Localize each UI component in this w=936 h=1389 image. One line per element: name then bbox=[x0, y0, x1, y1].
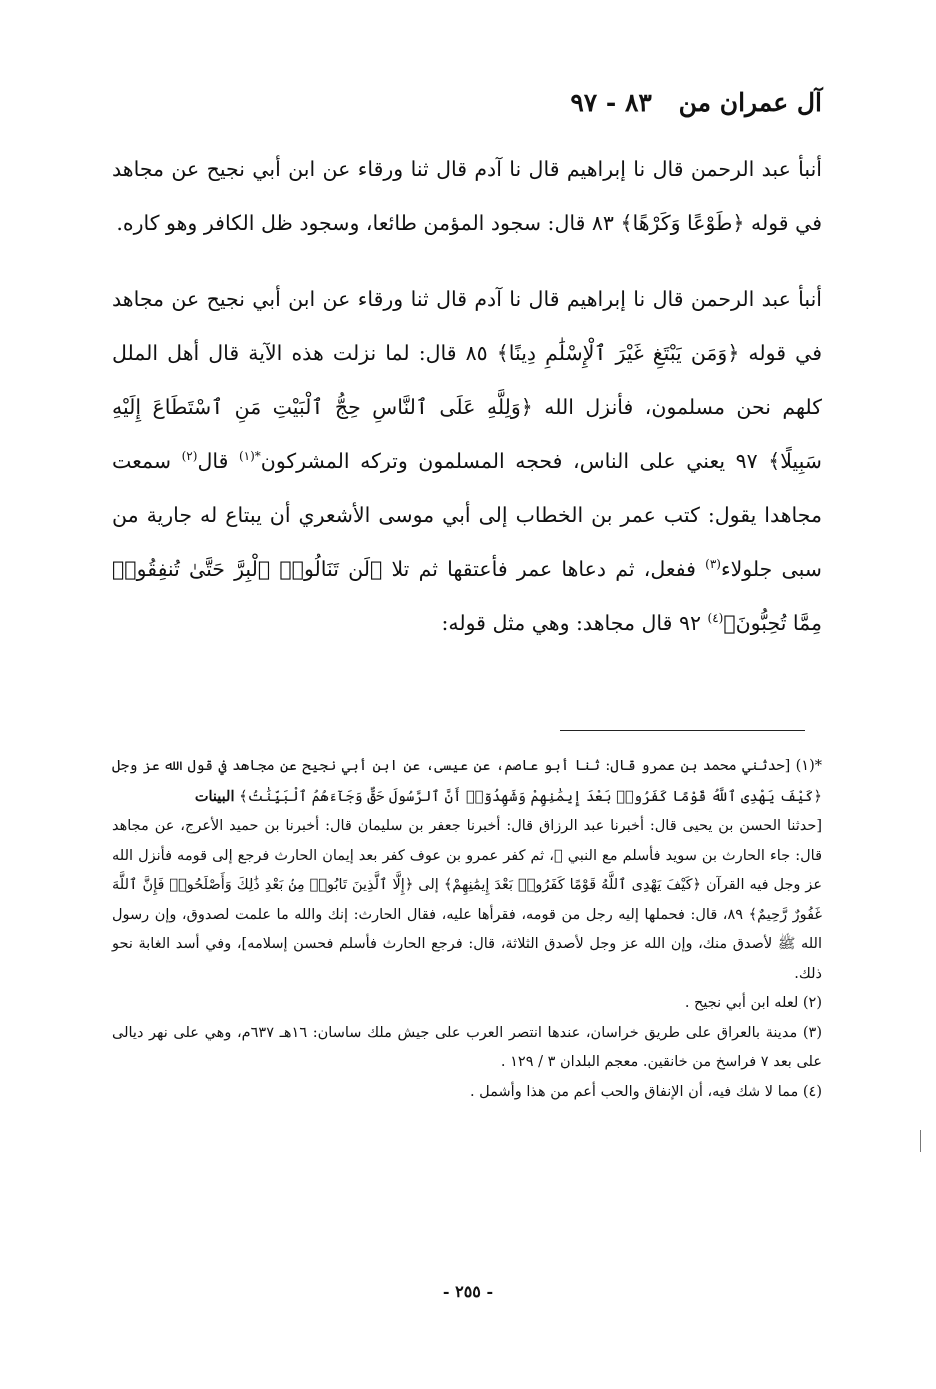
paragraph-text: ٨٣ قال: سجود المؤمن طائعا، وسجود ظل الكافر وهو كاره. bbox=[116, 211, 614, 235]
footnote-separator bbox=[560, 730, 805, 731]
footnote-text: البينات bbox=[194, 787, 235, 805]
main-text bbox=[112, 142, 822, 650]
footnote-ref: *(١) bbox=[238, 449, 261, 464]
footnote-3: (٣) مدينة بالعراق على طريق خراسان، عندها انتصر العرب على جيش ملك ساسان: ١٦هـ ٦٣٧م، وهي على نهر ديالى على بعد ٧ فراسخ من خانقين. معجم البلدان ٣ / ١٢٩ . bbox=[112, 1024, 822, 1070]
margin-mark bbox=[920, 1130, 921, 1152]
footnotes bbox=[112, 752, 822, 1107]
quran-quote: ﴿وَمَن يَبْتَغِ غَيْرَ ٱلْإِسْلَٰمِ دِينًا﴾ bbox=[496, 341, 740, 365]
paragraph-text: أنبأ عبد الرحمن قال نا إبراهيم قال نا آدم قال ثنا ورقاء عن ابن أبي نجيح عن مجاهد في قوله bbox=[112, 157, 822, 235]
footnote-text: إلى bbox=[418, 877, 439, 893]
paragraph-text: سمعت مجاهدا يقول: كتب عمر بن الخطاب إلى أبي موسى الأشعري أن يبتاع له جارية من سبى جلولاء bbox=[112, 449, 822, 581]
paragraph-text: ٨٥ قال: لما نزلت هذه الآية قال أهل الملل كلهم نحن مسلمون، فأنزل الله bbox=[112, 341, 822, 419]
quran-quote: ﴿إِلَّا ٱلَّذِينَ تَابُوا۟ مِنۢ بَعْدِ ذَٰلِكَ وَأَصْلَحُوا۟ فَإِنَّ ٱللَّهَ غَفُورٌ رَّحِيمٌ﴾ bbox=[112, 877, 823, 923]
paragraph-2 bbox=[112, 272, 822, 650]
footnote-1 bbox=[112, 752, 822, 812]
footnote-4: (٤) مما لا شك فيه، أن الإنفاق والحب أعم من هذا وأشمل . bbox=[469, 1083, 822, 1100]
paragraph-text: قال bbox=[197, 449, 229, 473]
quran-quote: ﴿وَلِلَّهِ عَلَى ٱلنَّاسِ حِجُّ ٱلْبَيْتِ مَنِ ٱسْتَطَاعَ إِلَيْهِ سَبِيلًا﴾ bbox=[112, 395, 822, 473]
verse-range: ٨٣ - ٩٧ bbox=[570, 88, 652, 117]
footnote-text: *(١) [حدثني محمد بن عمرو قال: ثنا أبو عاصم، عن عيسى، عن ابن أبي نجيح عن مجاهد في قول الله عز وجل bbox=[112, 758, 822, 774]
page-number: - ٢٥٥ - bbox=[442, 1282, 494, 1301]
quran-quote: ﴿لَن تَنَالُوا۟ ٱلْبِرَّ حَتَّىٰ تُنفِقُوا۟ مِمَّا تُحِبُّونَ﴾ bbox=[112, 557, 822, 635]
footnote-ref: (٢) bbox=[181, 449, 198, 464]
footnote-2: (٢) لعله ابن أبي نجيح . bbox=[684, 995, 822, 1011]
footnote-1-continued bbox=[112, 812, 822, 989]
footnote-ref: (٤) bbox=[707, 611, 724, 626]
quran-quote: ﴿كَيْفَ يَهْدِى ٱللَّهُ قَوْمًا كَفَرُوا۟ بَعْدَ إِيمَٰنِهِمْ وَشَهِدُوٓا۟ أَنَّ ٱلرَّسُولَ حَقٌّ وَجَآءَهُمُ ٱلْبَيِّنَٰتُ﴾ bbox=[239, 788, 822, 805]
paragraph-1 bbox=[112, 142, 822, 250]
paragraph-text: ٩٢ قال مجاهد: وهي مثل قوله: bbox=[441, 611, 701, 635]
paragraph-text: ٩٧ يعني على الناس، فحجه المسلمون وتركه المشركون bbox=[260, 449, 758, 473]
footnote-text: [حدثنا الحسن بن يحيى قال: أخبرنا عبد الرزاق قال: أخبرنا جعفر بن سليمان قال: أخبرنا بن حميد الأعرج، عن مجاهد قال: جاء الحارث بن سويد فأسلم مع النبي ﷺ، ثم كفر عمرو بن عوف كفر بعد إيمان الحارث فرجع إلى قومه فأنزل الله عز وجل فيه القرآن bbox=[112, 818, 823, 893]
running-heading bbox=[112, 88, 822, 117]
footnote-text: ٨٩، قال: فحملها إليه رجل من قومه، فقرأها عليه، فقال الحارث: إنك والله ما علمت لصدوق، وإن رسول الله ﷺ لأصدق منك، وإن الله عز وجل لأصدق الثلاثة، قال: فرجع الحارث فأسلم فحسن إسلامه]، وفي أسد الغابة نحو ذلك. bbox=[112, 906, 822, 982]
quran-quote: ﴿كَيْفَ يَهْدِى ٱللَّهُ قَوْمًا كَفَرُوا۟ بَعْدَ إِيمَٰنِهِمْ﴾ bbox=[443, 877, 702, 893]
paragraph-text: ففعل، ثم دعاها عمر فأعتقها ثم تلا bbox=[391, 557, 696, 581]
paragraph-text: أنبأ عبد الرحمن قال نا إبراهيم قال نا آدم قال ثنا ورقاء عن ابن أبي نجيح عن مجاهد في قوله bbox=[112, 287, 822, 365]
quran-quote: ﴿طَوْعًا وَكَرْهًا﴾ bbox=[620, 211, 745, 235]
surah-title: آل عمران من bbox=[678, 88, 822, 117]
footnote-ref: (٣) bbox=[705, 557, 721, 572]
